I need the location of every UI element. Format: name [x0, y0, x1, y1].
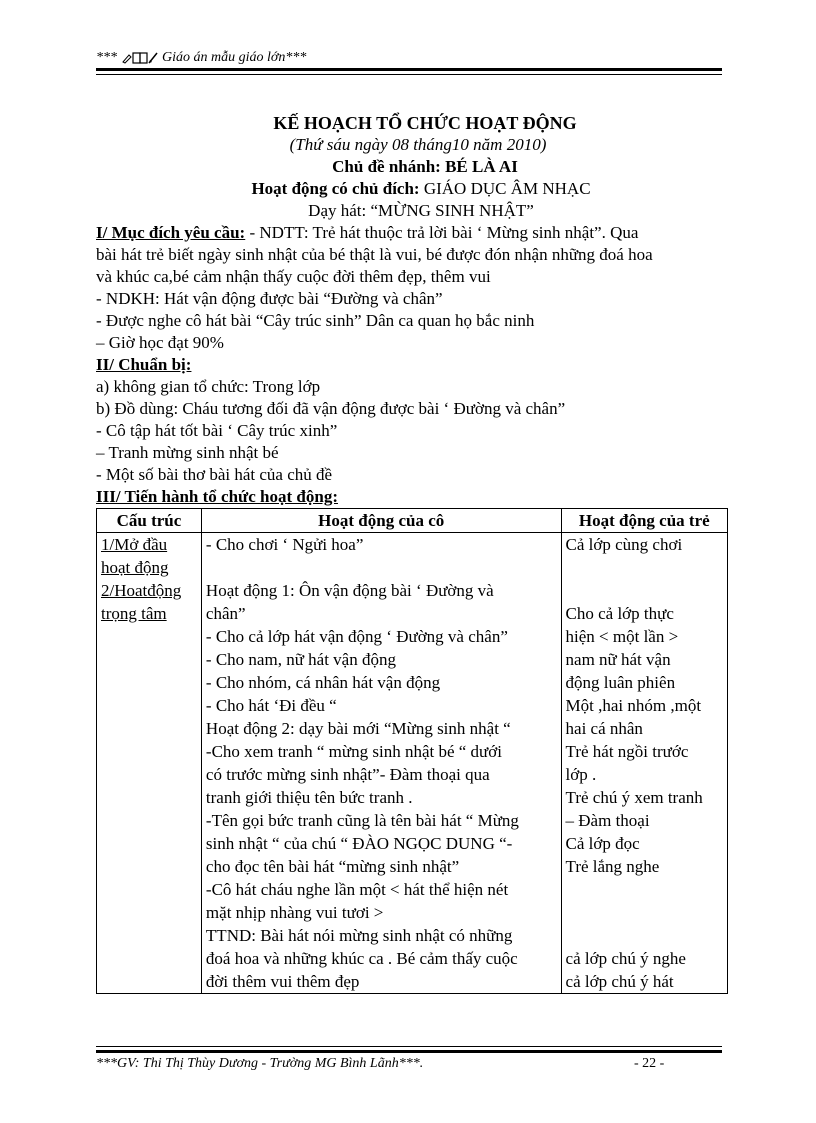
col3-line: động luân phiên [565, 673, 676, 692]
page-header [96, 50, 306, 66]
col2-line: mặt nhịp nhàng vui tươi > [205, 903, 384, 922]
col2-line: có trước mừng sinh nhật”- Đàm thoại qua [205, 765, 490, 784]
theme-label: Chủ đề nhánh: [332, 157, 441, 176]
col3-line: lớp . [565, 765, 597, 784]
col3-line: Cả lớp cùng chơi [565, 535, 683, 554]
col3-line [566, 878, 723, 901]
doc-activity [116, 178, 726, 200]
footer-rule-thick [96, 1050, 722, 1053]
teacher-activity-cell [201, 533, 561, 994]
section2-line2: b) Đồ dùng: Cháu tương đối đã vận động được bài ‘ Đường và chân” [96, 399, 566, 418]
col2-line: chân” [205, 604, 246, 623]
structure-cell [97, 533, 202, 994]
col3-line: Trẻ chú ý xem tranh [565, 788, 703, 807]
section1-line2: bài hát trẻ biết ngày sinh nhật của bé thật là vui, bé được đón nhận những đoá hoa [96, 245, 653, 264]
col2-line [206, 556, 557, 579]
col2-line: -Cho xem tranh “ mừng sinh nhật bé “ dưới [205, 742, 502, 761]
activity-table [96, 508, 728, 994]
header-structure: Cấu trúc [97, 509, 202, 533]
header-teacher: Hoạt động của cô [201, 509, 561, 533]
header-title: Giáo án mẫu giáo lớn*** [162, 50, 307, 65]
footer-author: ***GV: Thi Thị Thùy Dương - Trường MG Bình Lãnh***. [96, 1056, 424, 1071]
col3-line: hiện < một lần > [565, 627, 679, 646]
table-header-row [97, 509, 728, 533]
col2-line: -Cô hát cháu nghe lần một < hát thể hiện nét [205, 880, 509, 899]
section2-line3: - Cô tập hát tốt bài ‘ Cây trúc xinh” [96, 421, 338, 440]
col3-line: nam nữ hát vận [565, 650, 671, 669]
col3-line: cả lớp chú ý hát [565, 972, 674, 991]
theme-value: BÉ LÀ AI [445, 157, 518, 176]
col3-line: – Đàm thoại [565, 811, 650, 830]
col3-line [566, 556, 723, 579]
section1-line4: - NDKH: Hát vận động được bài “Đường và chân” [96, 289, 443, 308]
footer-rule-thin [96, 1046, 722, 1047]
col1-line: 1/Mở đầu [101, 535, 168, 554]
children-activity-cell [561, 533, 727, 994]
col3-line [566, 924, 723, 947]
col3-line: Cho cả lớp thực [565, 604, 674, 623]
doc-theme [124, 156, 726, 178]
header-stars: *** [96, 50, 117, 65]
col2-line: -Tên gọi bức tranh cũng là tên bài hát “ Mừng [205, 811, 519, 830]
section1-line6: – Giờ học đạt 90% [96, 333, 224, 352]
doc-date: (Thứ sáu ngày 08 tháng10 năm 2010) [289, 135, 547, 154]
book-pen-icon [121, 51, 159, 65]
col3-line [566, 579, 723, 602]
table-row [97, 533, 728, 994]
section2-line1: a) không gian tổ chức: Trong lớp [96, 377, 321, 396]
col2-line: đời thêm vui thêm đẹp [205, 972, 360, 991]
section3-heading: III/ Tiến hành tổ chức hoạt động: [96, 487, 338, 506]
section2-heading: II/ Chuẩn bị: [96, 355, 192, 374]
col2-line: Hoạt động 2: dạy bài mới “Mừng sinh nhật “ [205, 719, 511, 738]
section1-line3: và khúc ca,bé cảm nhận thấy cuộc đời thêm đẹp, thêm vui [96, 267, 491, 286]
header-rule-thick [96, 68, 722, 71]
col2-line: đoá hoa và những khúc ca . Bé cảm thấy cuộc [205, 949, 518, 968]
col2-line: cho đọc tên bài hát “mừng sinh nhật” [205, 857, 460, 876]
page-footer [96, 1056, 722, 1072]
col2-line: Hoạt động 1: Ôn vận động bài ‘ Đường và [205, 581, 494, 600]
col2-line: - Cho nhóm, cá nhân hát vận động [205, 673, 441, 692]
doc-title: KẾ HOẠCH TỔ CHỨC HOẠT ĐỘNG [273, 113, 577, 133]
col2-line: TTND: Bài hát nói mừng sinh nhật có những [205, 926, 513, 945]
col1-line: hoạt động [101, 558, 169, 577]
activity-label: Hoạt động có chủ đích: [251, 179, 420, 198]
col2-line: - Cho hát ‘Đi đều “ [205, 696, 337, 715]
section1-line1 [96, 222, 726, 244]
col3-line: hai cá nhân [565, 719, 643, 738]
col3-line [566, 901, 723, 924]
header-rule-thin [96, 74, 722, 75]
col1-line: trọng tâm [101, 604, 167, 623]
col3-line: Trẻ hát ngồi trước [565, 742, 689, 761]
col2-line: - Cho nam, nữ hát vận động [205, 650, 396, 669]
doc-lesson: Dạy hát: “MỪNG SINH NHẬT” [308, 201, 534, 220]
col3-line: Một ,hai nhóm ,một [565, 696, 702, 715]
col2-line: - Cho chơi ‘ Ngửi hoa” [205, 535, 364, 554]
col1-line: 2/Hoatđộng [101, 581, 182, 600]
col2-line: - Cho cả lớp hát vận động ‘ Đường và chân” [205, 627, 508, 646]
col2-line: tranh giới thiệu tên bức tranh . [205, 788, 413, 807]
section1-line5: - Được nghe cô hát bài “Cây trúc sinh” Dân ca quan họ bắc ninh [96, 311, 535, 330]
col3-line: Trẻ lắng nghe [565, 857, 660, 876]
activity-value: GIÁO DỤC ÂM NHẠC [423, 179, 591, 198]
document-body [96, 112, 726, 994]
section2-line5: - Một số bài thơ bài hát của chủ đề [96, 465, 333, 484]
section1-heading: I/ Mục đích yêu cầu: [96, 223, 246, 242]
col2-line: sinh nhật “ của chú “ ĐÀO NGỌC DUNG “- [205, 834, 513, 853]
section2-line4: – Tranh mừng sinh nhật bé [96, 443, 279, 462]
header-children: Hoạt động của trẻ [561, 509, 727, 533]
col3-line: cả lớp chú ý nghe [565, 949, 686, 968]
col3-line: Cả lớp đọc [565, 834, 640, 853]
section1-line1-text: - NDTT: Trẻ hát thuộc trả lời bài ‘ Mừng sinh nhật”. Qua [245, 223, 639, 242]
page-number: - 22 - [634, 1056, 665, 1071]
